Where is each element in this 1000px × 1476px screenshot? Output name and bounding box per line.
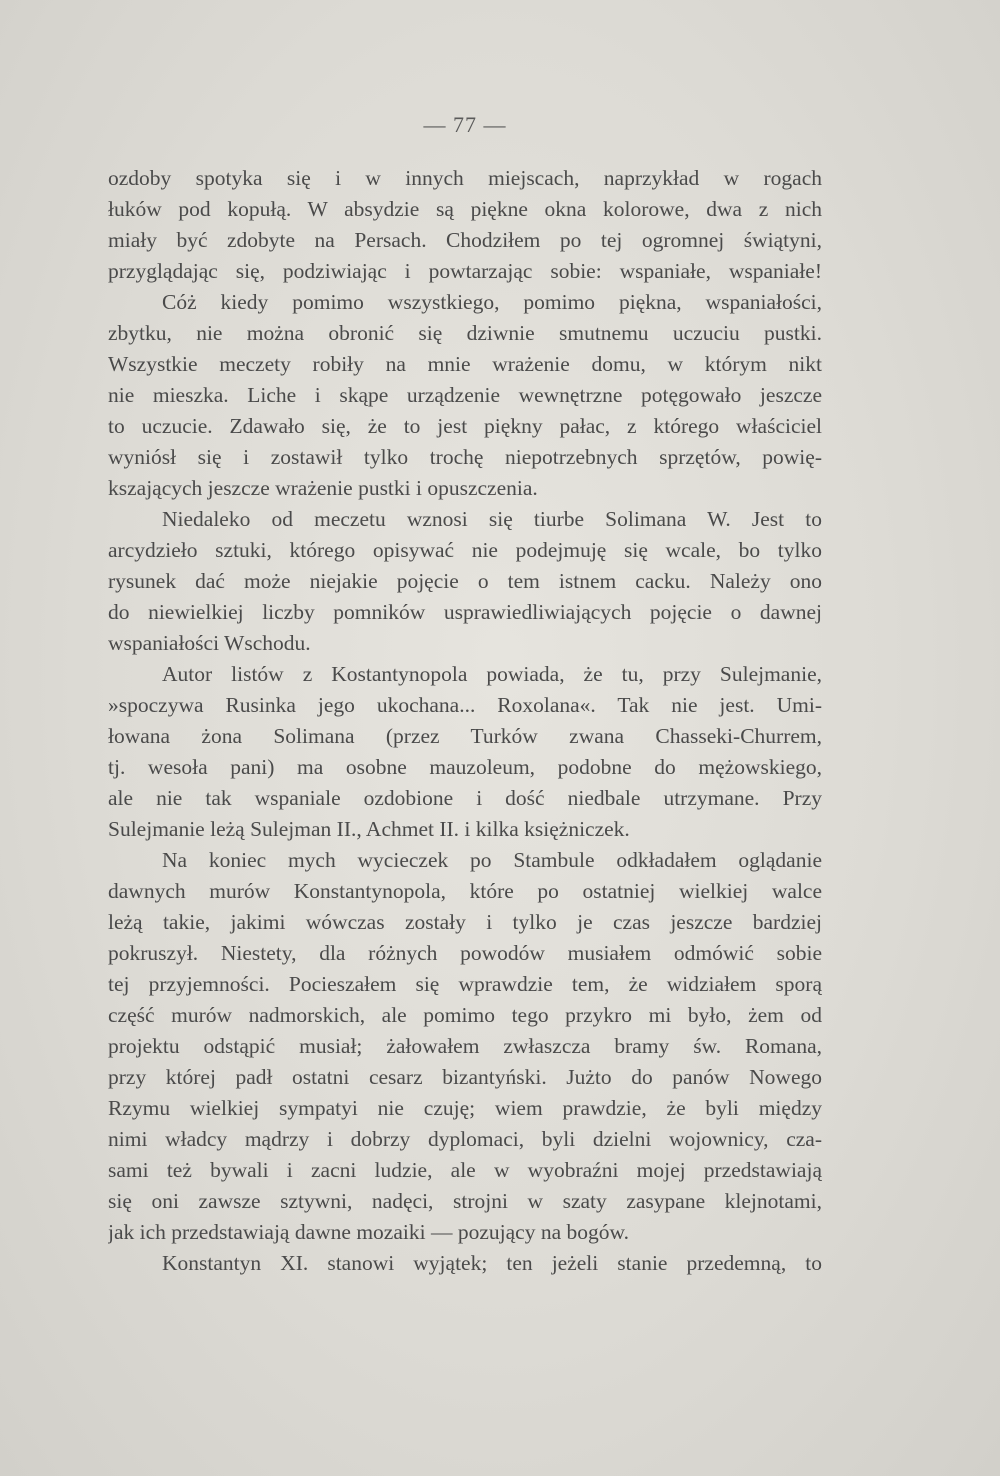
text-line: Sulejmanie leżą Sulejman II., Achmet II. i kilka księżniczek. <box>108 817 630 841</box>
text-line: miały być zdobyte na Persach. Chodziłem po tej ogromnej świątyni, <box>108 228 822 252</box>
text-line: wspaniałości Wschodu. <box>108 631 311 655</box>
text-line: się oni zawsze sztywni, nadęci, strojni w szaty zasypane klejnotami, <box>108 1189 822 1213</box>
text-line: Rzymu wielkiej sympatyi nie czuję; wiem prawdzie, że byli między <box>108 1096 822 1120</box>
text-line: Cóż kiedy pomimo wszystkiego, pomimo piękna, wspaniałości, <box>162 290 822 314</box>
text-line: część murów nadmorskich, ale pomimo tego przykro mi było, żem od <box>108 1003 822 1027</box>
text-line: nie mieszka. Liche i skąpe urządzenie wewnętrzne potęgowało jeszcze <box>108 383 822 407</box>
text-line: łuków pod kopułą. W absydzie są piękne okna kolorowe, dwa z nich <box>108 197 822 221</box>
text-line: jak ich przedstawiają dawne mozaiki — pozujący na bogów. <box>108 1220 629 1244</box>
text-line: Autor listów z Kostantynopola powiada, że tu, przy Sulejmanie, <box>162 662 822 686</box>
text-line: przy której padł ostatni cesarz bizantyński. Jużto do panów Nowego <box>108 1065 822 1089</box>
text-line: wyniósł się i zostawił tylko trochę niepotrzebnych sprzętów, powię- <box>108 445 822 469</box>
text-line: Niedaleko od meczetu wznosi się tiurbe Solimana W. Jest to <box>162 507 822 531</box>
page-number: — 77 — <box>423 112 507 137</box>
text-line: łowana żona Solimana (przez Turków zwana Chasseki-Churrem, <box>108 724 822 748</box>
body-text <box>108 163 822 1279</box>
text-line: dawnych murów Konstantynopola, które po ostatniej wielkiej walce <box>108 879 822 903</box>
text-line: arcydzieło sztuki, którego opisywać nie podejmuję się wcale, bo tylko <box>108 538 822 562</box>
text-line: leżą takie, jakimi wówczas zostały i tylko je czas jeszcze bardziej <box>108 910 822 934</box>
text-line: sami też bywali i zacni ludzie, ale w wyobraźni mojej przedstawiają <box>108 1158 822 1182</box>
text-line: tej przyjemności. Pocieszałem się wprawdzie tem, że widziałem sporą <box>108 972 822 996</box>
text-line: »spoczywa Rusinka jego ukochana... Roxolana«. Tak nie jest. Umi- <box>108 693 822 717</box>
text-line: tj. wesoła pani) ma osobne mauzoleum, podobne do mężowskiego, <box>108 755 822 779</box>
text-line: nimi władcy mądrzy i dobrzy dyplomaci, byli dzielni wojownicy, cza- <box>108 1127 822 1151</box>
text-line: kszających jeszcze wrażenie pustki i opuszczenia. <box>108 476 538 500</box>
text-line: Konstantyn XI. stanowi wyjątek; ten jeżeli stanie przedemną, to <box>162 1251 822 1275</box>
text-line: projektu odstąpić musiał; żałowałem zwłaszcza bramy św. Romana, <box>108 1034 822 1058</box>
text-line: pokruszył. Niestety, dla różnych powodów musiałem odmówić sobie <box>108 941 822 965</box>
text-line: do niewielkiej liczby pomników usprawiedliwiających pojęcie o dawnej <box>108 600 822 624</box>
text-line: ale nie tak wspaniale ozdobione i dość niedbale utrzymane. Przy <box>108 786 822 810</box>
text-line: ozdoby spotyka się i w innych miejscach, naprzykład w rogach <box>108 166 822 190</box>
text-line: Na koniec mych wycieczek po Stambule odkładałem oglądanie <box>162 848 822 872</box>
text-line: rysunek dać może niejakie pojęcie o tem istnem cacku. Należy ono <box>108 569 822 593</box>
text-line: zbytku, nie można obronić się dziwnie smutnemu uczuciu pustki. <box>108 321 822 345</box>
text-line: przyglądając się, podziwiając i powtarzając sobie: wspaniałe, wspaniałe! <box>108 259 822 283</box>
text-line: to uczucie. Zdawało się, że to jest piękny pałac, z którego właściciel <box>108 414 822 438</box>
text-line: Wszystkie meczety robiły na mnie wrażenie domu, w którym nikt <box>108 352 822 376</box>
